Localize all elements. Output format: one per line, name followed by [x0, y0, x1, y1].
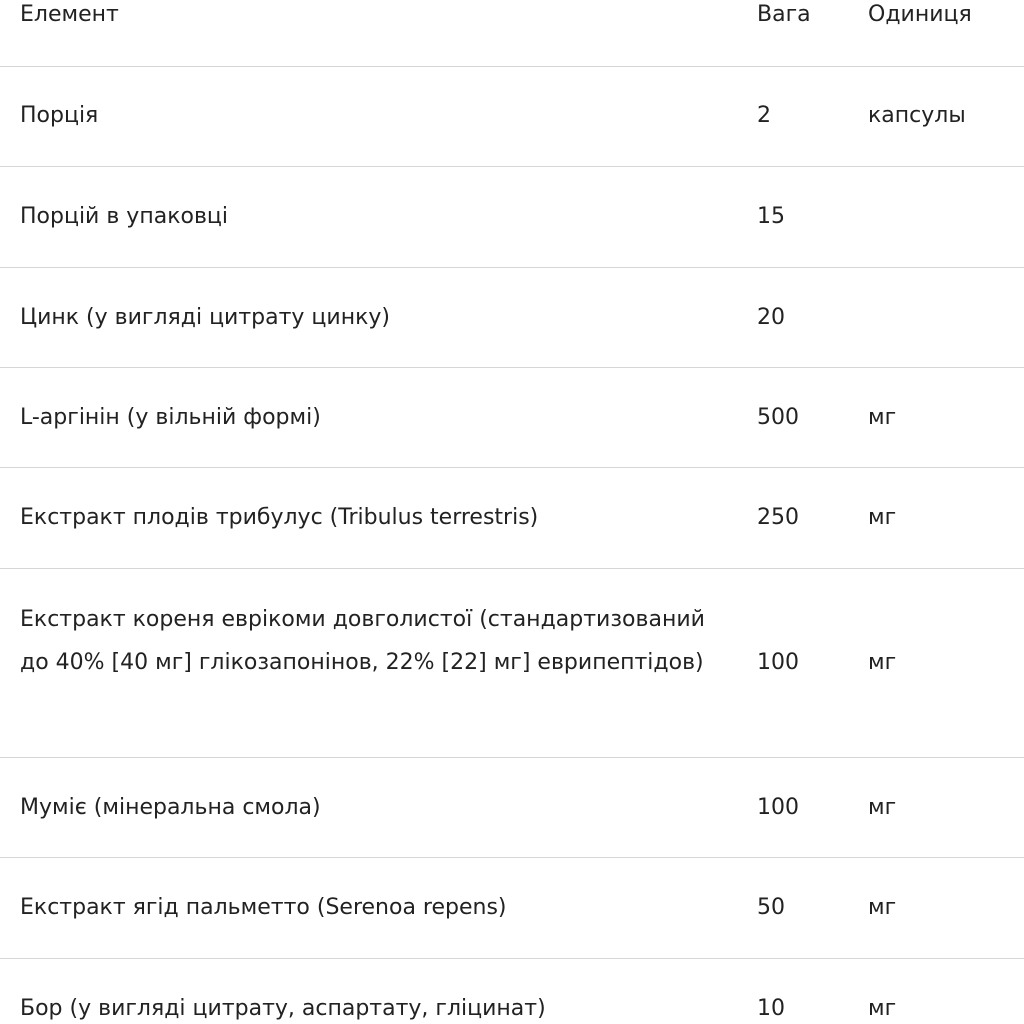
row-weight: 10 — [757, 996, 785, 1021]
table-row — [0, 368, 1024, 468]
table-row — [0, 569, 1024, 758]
row-weight: 2 — [757, 103, 771, 128]
row-name: Екстракт плодів трибулус (Tribulus terrestris) — [20, 505, 539, 530]
table-header — [0, 0, 1024, 67]
header-weight: Вага — [757, 2, 811, 27]
row-unit: мг — [868, 795, 897, 820]
row-unit: мг — [868, 996, 897, 1021]
row-unit: капсулы — [868, 103, 966, 128]
header-unit: Одиниця — [868, 2, 972, 27]
row-unit: мг — [868, 405, 897, 430]
row-unit: мг — [868, 650, 897, 675]
table-row — [0, 959, 1024, 1024]
table-row — [0, 268, 1024, 368]
row-weight: 100 — [757, 795, 799, 820]
table-row — [0, 858, 1024, 959]
row-name: Порція — [20, 103, 99, 128]
header-element: Елемент — [20, 2, 119, 27]
row-name: Муміє (мінеральна смола) — [20, 795, 321, 820]
row-weight: 20 — [757, 305, 785, 330]
row-name: Порцій в упаковці — [20, 204, 228, 229]
row-weight: 50 — [757, 895, 785, 920]
row-name: Цинк (у вигляді цитрату цинку) — [20, 305, 390, 330]
row-name: Екстракт ягід пальметто (Serenoa repens) — [20, 895, 507, 920]
row-name: Екстракт кореня еврікоми довголистої (стандартизований до 40% [40 мг] глікозапонінов, 22% [22] мг] еврипептідов) — [20, 607, 705, 675]
row-weight: 250 — [757, 505, 799, 530]
table-row — [0, 468, 1024, 569]
row-unit: мг — [868, 505, 897, 530]
row-name: Бор (у вигляді цитрату, аспартату, гліцинат) — [20, 996, 546, 1021]
table-row — [0, 66, 1024, 167]
table-row — [0, 758, 1024, 858]
table-row — [0, 167, 1024, 268]
row-unit: мг — [868, 895, 897, 920]
row-weight: 100 — [757, 650, 799, 675]
row-weight: 15 — [757, 204, 785, 229]
row-weight: 500 — [757, 405, 799, 430]
row-name: L-аргінін (у вільній формі) — [20, 405, 321, 430]
